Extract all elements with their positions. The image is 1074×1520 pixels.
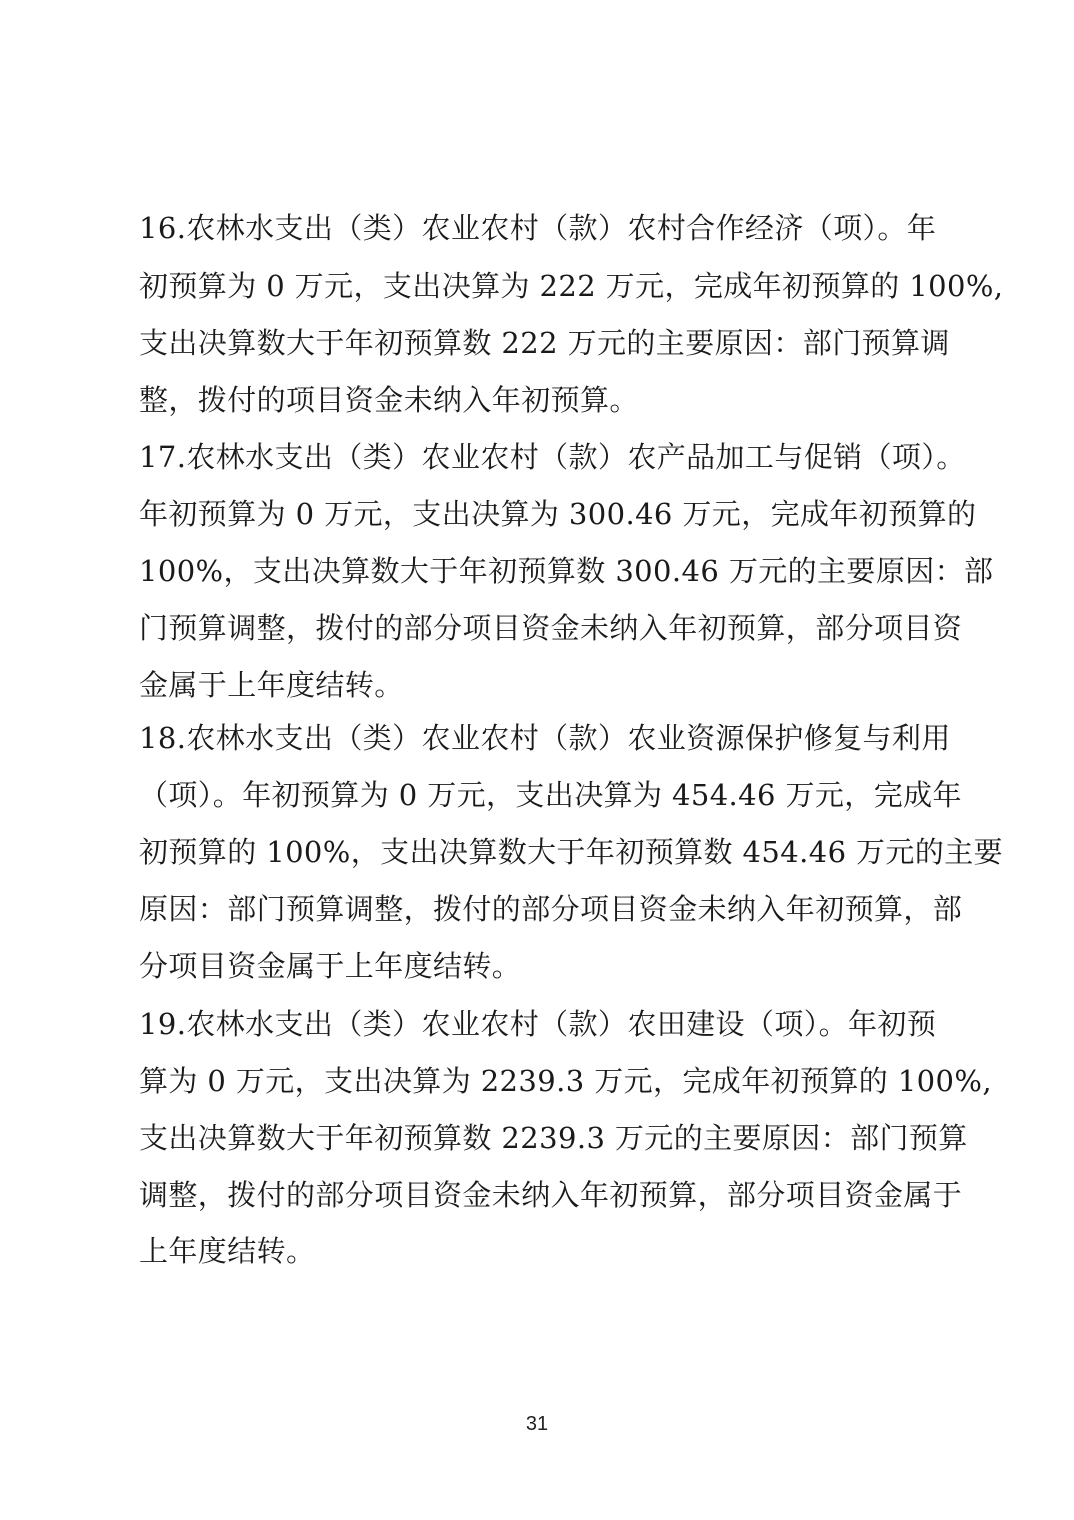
text-line: 16.农林水支出（类）农业农村（款）农村合作经济（项）。年 [139,211,937,245]
text-line: 门预算调整，拨付的部分项目资金未纳入年初预算，部分项目资 [139,611,963,645]
text-line: 年初预算为 0 万元，支出决算为 300.46 万元，完成年初预算的 [139,497,977,531]
text-line: 支出决算数大于年初预算数 2239.3 万元的主要原因：部门预算 [139,1121,968,1155]
text-line: 18.农林水支出（类）农业农村（款）农业资源保护修复与利用 [139,721,951,755]
text-line: 金属于上年度结转。 [139,668,404,702]
text-line: 支出决算数大于年初预算数 222 万元的主要原因：部门预算调 [139,326,950,360]
text-line: 整，拨付的项目资金未纳入年初预算。 [139,383,639,417]
text-line: 17.农林水支出（类）农业农村（款）农产品加工与促销（项）。 [139,440,966,474]
text-line: 算为 0 万元，支出决算为 2239.3 万元，完成年初预算的 100%, [139,1064,992,1098]
text-line: 调整，拨付的部分项目资金未纳入年初预算，部分项目资金属于 [139,1178,963,1212]
text-line: 原因：部门预算调整，拨付的部分项目资金未纳入年初预算，部 [139,892,963,926]
text-line: 19.农林水支出（类）农业农村（款）农田建设（项）。年初预 [139,1007,937,1041]
page-number: 31 [525,1413,549,1435]
text-line: （项）。年初预算为 0 万元，支出决算为 454.46 万元，完成年 [139,778,962,812]
text-line: 分项目资金属于上年度结转。 [139,949,522,983]
text-line: 初预算的 100%，支出决算数大于年初预算数 454.46 万元的主要 [139,835,1004,869]
text-line: 上年度结转。 [139,1234,316,1268]
text-line: 100%，支出决算数大于年初预算数 300.46 万元的主要原因：部 [139,554,994,588]
text-line: 初预算为 0 万元，支出决算为 222 万元，完成年初预算的 100%, [139,269,1004,303]
